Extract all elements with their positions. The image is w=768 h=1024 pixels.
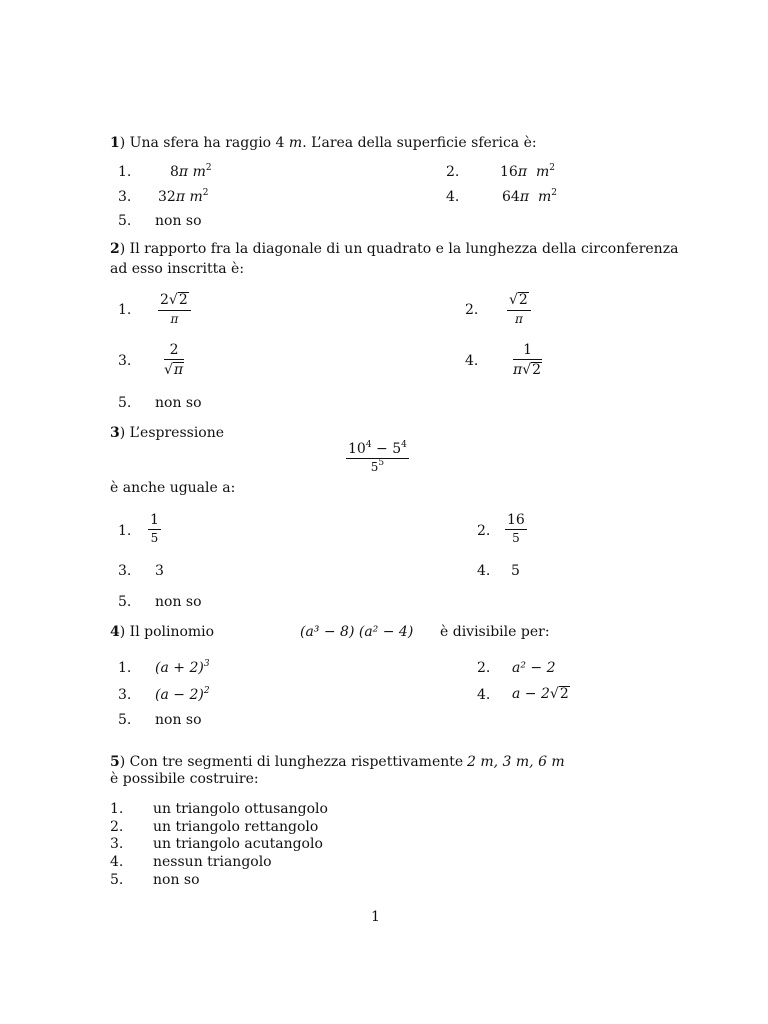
q4-text: 4) Il polinomio bbox=[110, 624, 215, 640]
q1-option-1[interactable]: 1. bbox=[118, 164, 132, 180]
q3-expression: $\frac{10^4 - 5^4}{5^5}$ bbox=[348, 440, 407, 474]
q1-option-5[interactable]: 5. bbox=[118, 213, 132, 229]
q4-option-2-value: a² − 2 bbox=[512, 660, 556, 676]
q5-option-3[interactable]: 3. un triangolo acutangolo bbox=[110, 836, 323, 852]
q4-option-1-value: $(a + 2)^3$ bbox=[155, 659, 210, 676]
q3-option-5[interactable]: 5. bbox=[118, 594, 132, 610]
q1-option-4-value: 64π $m^2$ bbox=[502, 188, 557, 205]
q3-number: 3 bbox=[110, 425, 120, 441]
q2-option-5-label: non so bbox=[155, 395, 202, 411]
q5-option-5[interactable]: 5. non so bbox=[110, 872, 200, 888]
q2-text-line2: ad esso inscritta è: bbox=[110, 261, 245, 277]
q1-option-2[interactable]: 2. bbox=[446, 164, 460, 180]
q3-option-3[interactable]: 3. bbox=[118, 563, 132, 579]
q4-option-5[interactable]: 5. bbox=[118, 712, 132, 728]
q5-option-1[interactable]: 1. un triangolo ottusangolo bbox=[110, 801, 328, 817]
q2-number: 2 bbox=[110, 241, 120, 257]
q2-option-4[interactable]: 4. bbox=[465, 353, 479, 369]
q1-option-2-value: 16π $m^2$ bbox=[500, 163, 555, 180]
q1-option-3[interactable]: 3. bbox=[118, 189, 132, 205]
q5-text: 5) Con tre segmenti di lunghezza rispettivamente bbox=[110, 754, 464, 770]
q4-option-1[interactable]: 1. bbox=[118, 660, 132, 676]
q1-option-3-value: 32π $m^2$ bbox=[158, 188, 209, 205]
q3-text-after: è anche uguale a: bbox=[110, 480, 236, 496]
q3-option-2-fraction: $\frac{16}{5}$ bbox=[507, 512, 525, 545]
q4-polynomial: (a³ − 8) (a² − 4) bbox=[300, 624, 414, 640]
q2-option-3-fraction: $\frac{2}{√\pi}$ bbox=[164, 342, 184, 378]
q4-option-2[interactable]: 2. bbox=[477, 660, 491, 676]
q4-text-after: è divisibile per: bbox=[440, 624, 550, 640]
page-number: 1 bbox=[371, 909, 380, 925]
q1-option-1-value: 8π $m^2$ bbox=[170, 163, 212, 180]
q1-number: 1 bbox=[110, 135, 120, 151]
q4-option-5-label: non so bbox=[155, 712, 202, 728]
q3-option-4-value: 5 bbox=[511, 563, 520, 579]
q4-option-4[interactable]: 4. bbox=[477, 687, 491, 703]
q2-option-4-fraction: $\frac{1}{\pi√2}$ bbox=[513, 342, 542, 378]
q3-option-5-label: non so bbox=[155, 594, 202, 610]
q1-text: 1) Una sfera ha raggio 4 m. L’area della superficie sferica è: bbox=[110, 135, 537, 151]
q2-option-5[interactable]: 5. bbox=[118, 395, 132, 411]
q5-option-4[interactable]: 4. nessun triangolo bbox=[110, 854, 272, 870]
q3-option-1-fraction: $\frac{1}{5}$ bbox=[150, 512, 159, 545]
q5-lengths: 2 m, 3 m, 6 m bbox=[467, 754, 565, 770]
q3-option-3-value: 3 bbox=[155, 563, 164, 579]
q3-option-4[interactable]: 4. bbox=[477, 563, 491, 579]
q2-option-1[interactable]: 1. bbox=[118, 302, 132, 318]
q5-text-line2: è possibile costruire: bbox=[110, 771, 259, 787]
q3-text: 3) L’espressione bbox=[110, 425, 225, 441]
q2-option-2-fraction: $\frac{√2}{\pi}$ bbox=[507, 292, 531, 325]
q5-option-2[interactable]: 2. un triangolo rettangolo bbox=[110, 819, 319, 835]
q2-text: 2) Il rapporto fra la diagonale di un quadrato e la lunghezza della circonferenza bbox=[110, 241, 679, 257]
q2-option-1-fraction: $\frac{2√2}{\pi}$ bbox=[158, 292, 191, 325]
q1-option-4[interactable]: 4. bbox=[446, 189, 460, 205]
q4-option-4-value: a − 2√2 bbox=[512, 686, 569, 702]
q4-option-3[interactable]: 3. bbox=[118, 687, 132, 703]
q4-option-3-value: $(a - 2)^2$ bbox=[155, 686, 210, 703]
q5-number: 5 bbox=[110, 754, 120, 770]
q4-number: 4 bbox=[110, 624, 120, 640]
q2-option-2[interactable]: 2. bbox=[465, 302, 479, 318]
q2-option-3[interactable]: 3. bbox=[118, 353, 132, 369]
q3-option-2[interactable]: 2. bbox=[477, 523, 491, 539]
q1-option-5-label: non so bbox=[155, 213, 202, 229]
q3-option-1[interactable]: 1. bbox=[118, 523, 132, 539]
